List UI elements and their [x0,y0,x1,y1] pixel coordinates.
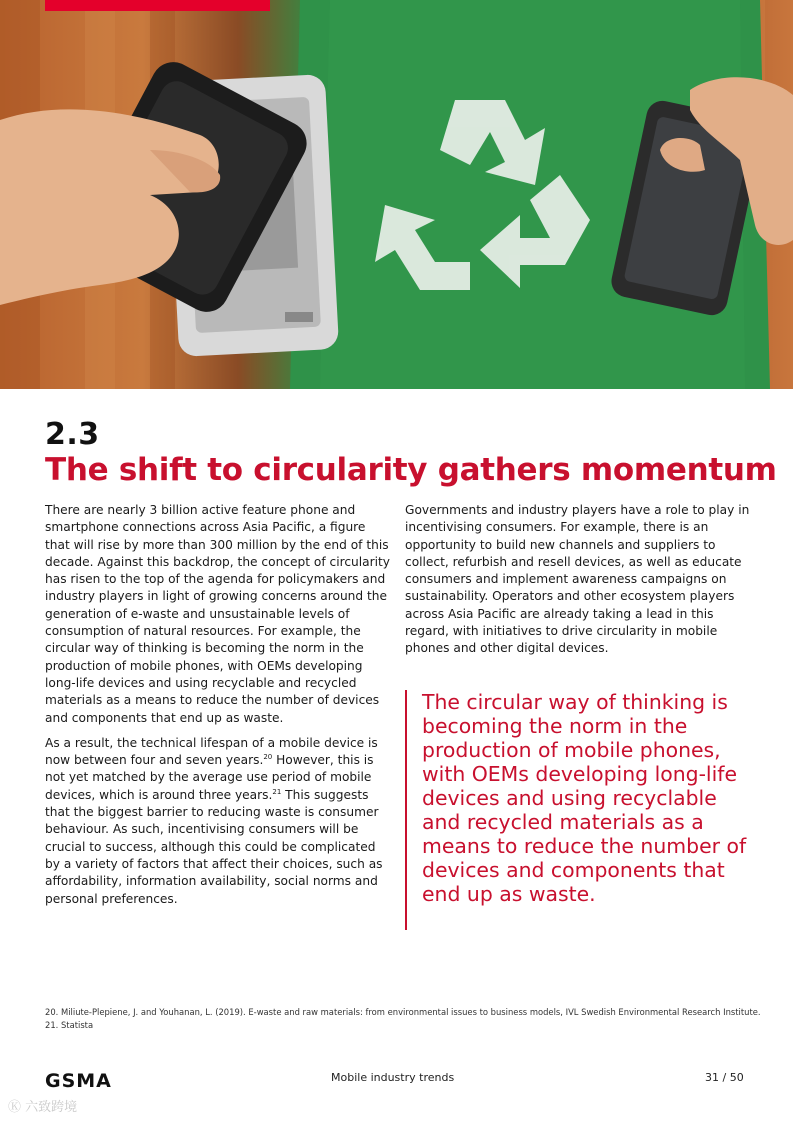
report-title: Mobile industry trends [331,1071,455,1084]
footnote-21: 21. Statista [45,1019,94,1030]
left-paragraph-2 [45,735,390,908]
footnote-ref-21[interactable]: 21 [272,787,282,796]
footnote-ref-20[interactable]: 20 [263,753,273,762]
hero-image [0,0,793,389]
left-column [45,502,390,916]
right-column [405,502,750,666]
section-tab-accent [45,0,270,11]
footnotes [45,1006,765,1031]
page-number: 31 / 50 [705,1071,744,1084]
left-paragraph-1: There are nearly 3 billion active feature phone and smartphone connections across Asia Pacific, a figure that will rise by more than 300 million by the end of this decade. Against this backdrop, the concept of circularity has risen to the top of the agenda for policymakers and industry players in light of growing concerns around the generation of e-waste and unsustainable levels of consumption of natural resources. For example, the circular way of thinking is becoming the norm in the production of mobile phones, with OEMs developing long-life devices and using recyclable and recycled materials as a means to reduce the number of devices and components that end up as waste. [45,503,390,725]
section-title: The shift to circularity gathers momentum [45,452,777,488]
left-paragraph-2-part-c: This suggests that the biggest barrier to reducing waste is consumer behaviour. As such, incentivising consumers will be crucial to success, although this could be complicated by a variety of factors that affect their choices, such as affordability, information availability, social norms and personal preferences. [45,787,383,906]
left-paragraph-2-part-a: As a result, the technical lifespan of a mobile device is now between four and seven years. [45,735,378,768]
hero-illustration [0,0,793,389]
right-paragraph-1: Governments and industry players have a role to play in incentivising consumers. For example, there is an opportunity to build new channels and suppliers to collect, refurbish and resell devices, as well as educate consumers and implement awareness campaigns on sustainability. Operators and other ecosystem players across Asia Pacific are already taking a lead in this regard, with initiatives to drive circularity in mobile phones and other digital devices. [405,503,750,656]
pull-quote: The circular way of thinking is becoming the norm in the production of mobile phones, with OEMs developing long-life devices and using recyclable and recycled materials as a means to reduce the number of devices and components that end up as waste. [405,690,755,930]
gsma-logo: GSMA [45,1070,112,1092]
left-paragraph-2-part-b: However, this is not yet matched by the average use period of mobile devices, which is around three years. [45,753,374,802]
watermark: Ⓚ 六致跨境 [8,1100,78,1115]
footnote-20: 20. Miliute-Plepiene, J. and Youhanan, L. (2019). E-waste and raw materials: from environmental issues to business models, IVL Swedish Environmental Research Institute. [45,1007,761,1017]
section-number: 2.3 [45,417,100,452]
